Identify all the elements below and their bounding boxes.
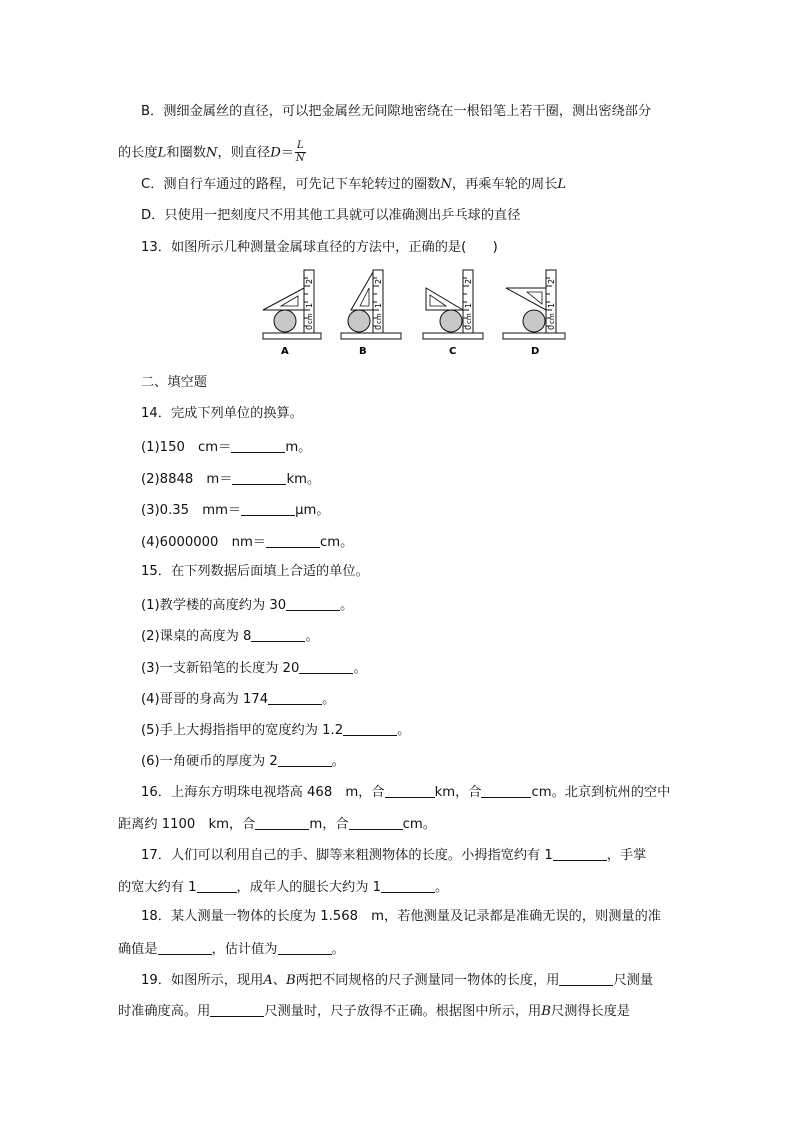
question-19-line1: 19．如图所示，现用A、B两把不同规格的尺子测量同一物体的长度，用 尺测量 (141, 973, 654, 988)
question-19-line2: 时准确度高。用 尺测量时，尺子放得不正确。根据图中所示，用B尺测得长度是 (118, 1004, 631, 1019)
base-board (503, 333, 565, 339)
answer-blank[interactable] (255, 816, 309, 830)
answer-blank[interactable] (385, 784, 435, 798)
tick-label-2: 2 (305, 278, 314, 284)
tick-label-1: 1 (464, 302, 473, 308)
option-d: D．只使用一把刻度尺不用其他工具就可以准确测出乒乓球的直径 (141, 208, 521, 223)
question-17-line1: 17．人们可以利用自己的手、脚等来粗测物体的长度。小拇指宽约有 1 ，手掌 (141, 848, 647, 863)
answer-blank[interactable] (559, 972, 613, 986)
q14-item-4: (4)6000000 nm＝ cm。 (141, 535, 354, 550)
question-17-line2: 的宽大约有 1 ，成年人的腿长大约为 1 。 (118, 880, 449, 895)
answer-blank[interactable] (231, 439, 285, 453)
base-board (341, 333, 401, 339)
tick-label-2: 2 (547, 278, 556, 284)
fraction-l-over-n: $\frac{L}{N}$ (295, 140, 305, 164)
panel-label: C (449, 346, 457, 357)
unit-label: cm (548, 313, 556, 324)
answer-blank[interactable] (278, 941, 332, 955)
answer-blank[interactable] (241, 502, 295, 516)
tick-label-0: 0 (374, 324, 383, 330)
tick-label-1: 1 (547, 302, 556, 308)
set-square (506, 288, 546, 310)
answer-blank[interactable] (299, 660, 353, 674)
answer-blank[interactable] (268, 691, 322, 705)
q15-item-3: (3)一支新铅笔的长度为 20 。 (141, 661, 367, 676)
answer-blank[interactable] (197, 879, 237, 893)
answer-blank[interactable] (251, 628, 305, 642)
set-square (426, 288, 463, 310)
panel-label: D (531, 346, 540, 357)
q15-item-1: (1)教学楼的高度约为 30 。 (141, 598, 354, 613)
question-14: 14．完成下列单位的换算。 (141, 406, 303, 421)
measurement-figure (255, 268, 575, 360)
metal-ball (440, 310, 462, 332)
q15-item-4: (4)哥哥的身高为 174 。 (141, 692, 336, 707)
answer-blank[interactable] (381, 879, 435, 893)
tick-label-0: 0 (305, 324, 314, 330)
question-16-line1: 16．上海东方明珠电视塔高 468 m，合 km，合 cm。北京到杭州的空中 (141, 785, 671, 800)
answer-blank[interactable] (266, 534, 320, 548)
question-13: 13．如图所示几种测量金属球直径的方法中，正确的是( ) (141, 240, 498, 255)
question-18-line2: 确值是 ，估计值为 。 (118, 942, 345, 957)
option-c: C．测自行车通过的路程，可先记下车轮转过的圈数N，再乘车轮的周长L (141, 177, 567, 192)
tick-label-1: 1 (305, 302, 314, 308)
unit-label: cm (465, 313, 473, 324)
q14-item-3: (3)0.35 mm＝ μm。 (141, 503, 330, 518)
tick-label-0: 0 (547, 324, 556, 330)
answer-blank[interactable] (343, 722, 397, 736)
tick-label-0: 0 (464, 324, 473, 330)
panel-a (263, 270, 321, 357)
section-heading: 二、填空题 (141, 375, 207, 390)
unit-label: cm (306, 313, 314, 324)
answer-blank[interactable] (278, 753, 332, 767)
answer-blank[interactable] (553, 847, 607, 861)
option-b-line2: 的长度L和圈数N，则直径D＝ $\frac{L}{N}$ (118, 140, 305, 164)
q15-item-2: (2)课桌的高度为 8 。 (141, 629, 319, 644)
set-square (351, 272, 373, 310)
answer-blank[interactable] (210, 1003, 264, 1017)
tick-label-1: 1 (374, 302, 383, 308)
answer-blank[interactable] (349, 816, 403, 830)
q15-item-5: (5)手上大拇指指甲的宽度约为 1.2 。 (141, 723, 411, 738)
tick-label-2: 2 (374, 278, 383, 284)
panel-label: A (281, 346, 289, 357)
panel-c (423, 270, 483, 357)
tick-label-2: 2 (464, 278, 473, 284)
answer-blank[interactable] (158, 941, 212, 955)
panel-d (503, 270, 565, 357)
question-15: 15．在下列数据后面填上合适的单位。 (141, 564, 369, 579)
unit-label: cm (375, 313, 383, 324)
q15-item-6: (6)一角硬币的厚度为 2 。 (141, 754, 345, 769)
answer-blank[interactable] (481, 784, 531, 798)
metal-ball (348, 310, 370, 332)
question-16-line2: 距离约 1100 km，合 m，合 cm。 (118, 817, 436, 832)
option-b-line1: B．测细金属丝的直径，可以把金属丝无间隙地密绕在一根铅笔上若干圈，测出密绕部分 (141, 104, 652, 119)
panel-label: B (359, 346, 367, 357)
metal-ball (523, 310, 545, 332)
answer-blank[interactable] (232, 471, 286, 485)
answer-blank[interactable] (286, 597, 340, 611)
base-board (423, 333, 483, 339)
metal-ball (274, 310, 296, 332)
base-board (263, 333, 321, 339)
panel-b (341, 270, 401, 357)
question-18-line1: 18．某人测量一物体的长度为 1.568 m，若他测量及记录都是准确无误的，则测量的准 (141, 909, 661, 924)
q14-item-1: (1)150 cm＝ m。 (141, 440, 312, 455)
q14-item-2: (2)8848 m＝ km。 (141, 472, 321, 487)
